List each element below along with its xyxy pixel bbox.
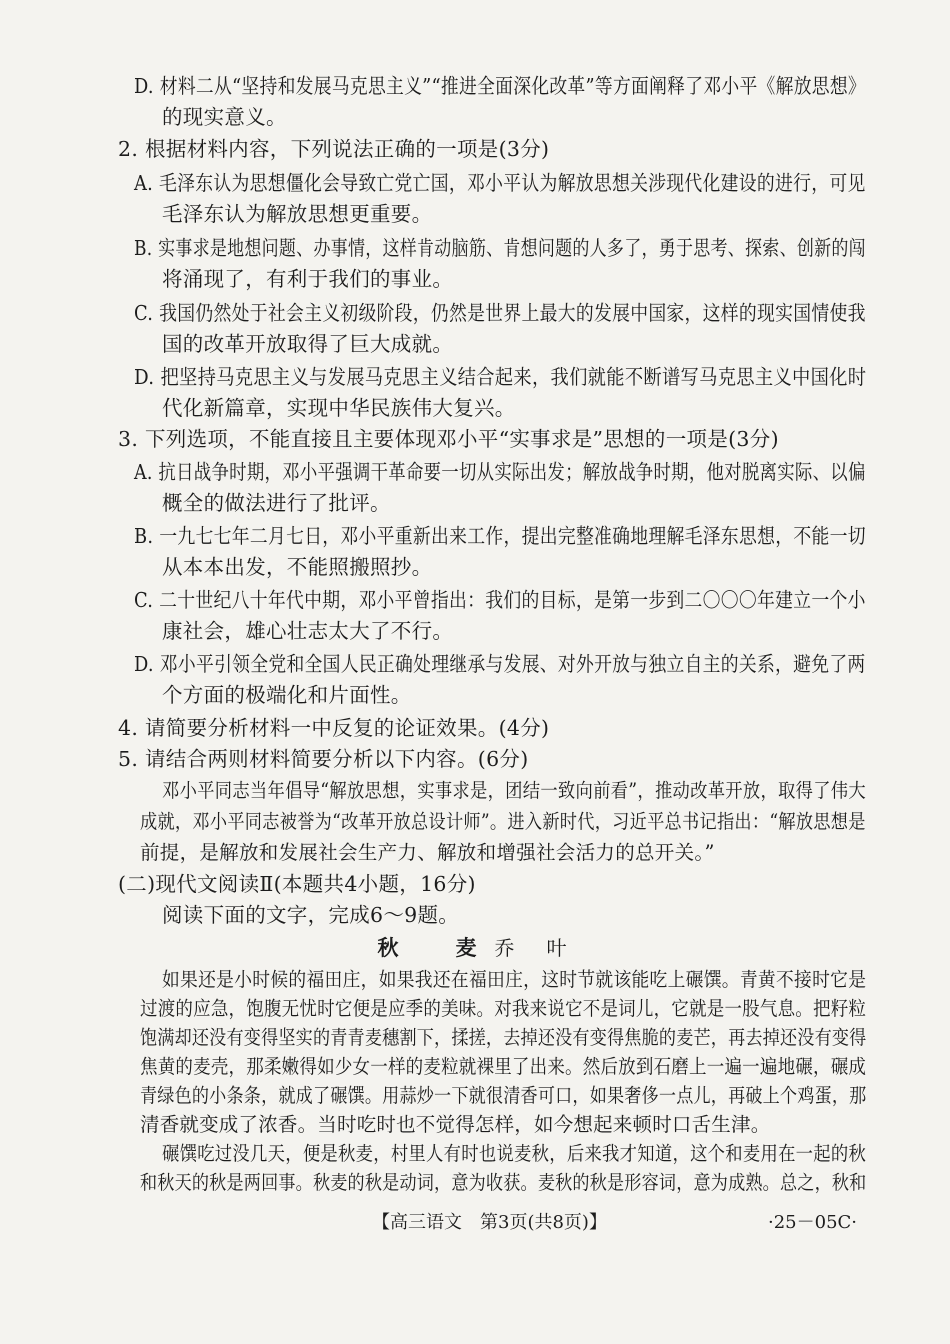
section-heading: (二)现代文阅读Ⅱ(本题共4小题，16分) [118,872,476,896]
q2-option-c: C. 我国仍然处于社会主义初级阶段，仍然是世界上最大的发展中国家，这样的现实国情使我 [134,301,866,325]
essay-line-1: 如果还是小时候的福田庄，如果我还在福田庄，这时节就该能吃上碾馔。青黄不接时它是 [162,968,867,991]
essay-line-6: 清香就变成了浓香。当时吃时也不觉得怎样，如今想起来顿时口舌生津。 [140,1113,771,1136]
q3-option-c: C. 二十世纪八十年代中期，邓小平曾指出：我们的目标，是第一步到二〇〇〇年建立一个小 [134,588,866,612]
q3-option-a: A. 抗日战争时期，邓小平强调干革命要一切从实际出发；解放战争时期，他对脱离实际、以偏 [134,460,866,484]
q3-option-d-cont: 个方面的极端化和片面性。 [162,683,412,707]
q5-quote-line-1: 邓小平同志当年倡导“解放思想，实事求是，团结一致向前看”，推动改革开放，取得了伟大 [162,779,866,802]
q2-option-a-cont: 毛泽东认为解放思想更重要。 [162,202,433,226]
q3-option-b: B. 一九七七年二月七日，邓小平重新出来工作，提出完整准确地理解毛泽东思想，不能一切 [134,524,866,548]
q3-option-d: D. 邓小平引领全党和全国人民正确处理继承与发展、对外开放与独立自主的关系，避免了两 [134,652,866,676]
q1-option-d-cont: 的现实意义。 [162,105,287,129]
q3-option-a-cont: 概全的做法进行了批评。 [162,491,391,515]
essay-author: 乔 叶 [494,936,573,960]
essay-line-7: 碾馔吃过没几天，便是秋麦，村里人有时也说麦秋，后来我才知道，这个和麦用在一起的秋 [162,1142,867,1165]
q2-option-c-cont: 国的改革开放取得了巨大成就。 [162,332,454,356]
q3-option-b-cont: 从本本出发，不能照搬照抄。 [162,555,433,579]
essay-line-3: 饱满却还没有变得坚实的青青麦穗割下，揉搓，去掉还没有变得焦脆的麦芒，再去掉还没有变得 [140,1026,867,1049]
essay-line-4: 焦黄的麦壳，那柔嫩得如少女一样的麦粒就裸里了出来。然后放到石磨上一遍一遍地碾，碾成 [140,1055,867,1078]
q3-option-c-cont: 康社会，雄心壮志太大了不行。 [162,619,454,643]
essay-title-block [0,935,950,961]
essay-line-5: 青绿色的小条条，就成了碾馔。用蒜炒一下就很清香可口，如果奢侈一点儿，再破上个鸡蛋，那 [140,1084,867,1107]
essay-title: 秋 麦 [377,935,495,960]
q2-option-d: D. 把坚持马克思主义与发展马克思主义结合起来，我们就能不断谱写马克思主义中国化时 [134,365,867,389]
footer-page-label: 【高三语文 第3页(共8页)】 [372,1212,607,1233]
q2-option-d-cont: 代化新篇章，实现中华民族伟大复兴。 [162,396,516,420]
question-2: 2. 根据材料内容，下列说法正确的一项是(3分) [118,137,550,161]
q5-quote-line-2: 成就，邓小平同志被誉为“改革开放总设计师”。进入新时代，习近平总书记指出：“解放思想是 [140,810,866,833]
q5-quote-line-3: 前提，是解放和发展社会生产力、解放和增强社会活力的总开关。” [140,841,715,864]
question-4: 4. 请简要分析材料一中反复的论证效果。(4分) [118,716,550,740]
footer-code: ·25－05C· [768,1212,858,1233]
essay-line-2: 过渡的应急，饱腹无忧时它便是应季的美味。对我来说它不是词儿，它就是一股气息。把籽粒 [140,997,867,1020]
essay-line-8: 和秋天的秋是两回事。秋麦的秋是动词，意为收获。麦秋的秋是形容词，意为成熟。总之，秋和 [140,1171,867,1194]
q1-option-d: D. 材料二从“坚持和发展马克思主义”“推进全面深化改革”等方面阐释了邓小平《解放思想》 [134,74,867,98]
q2-option-a: A. 毛泽东认为思想僵化会导致亡党亡国，邓小平认为解放思想关涉现代化建设的进行，可见 [134,171,866,195]
question-3: 3. 下列选项，不能直接且主要体现邓小平“实事求是”思想的一项是(3分) [118,427,779,451]
question-5: 5. 请结合两则材料简要分析以下内容。(6分) [118,747,529,771]
q2-option-b-cont: 将涌现了，有利于我们的事业。 [162,267,454,291]
reading-instruction: 阅读下面的文字，完成6～9题。 [162,903,460,927]
q2-option-b: B. 实事求是地想问题、办事情，这样肯动脑筋、肯想问题的人多了，勇于思考、探索、创新的闯 [134,236,866,260]
